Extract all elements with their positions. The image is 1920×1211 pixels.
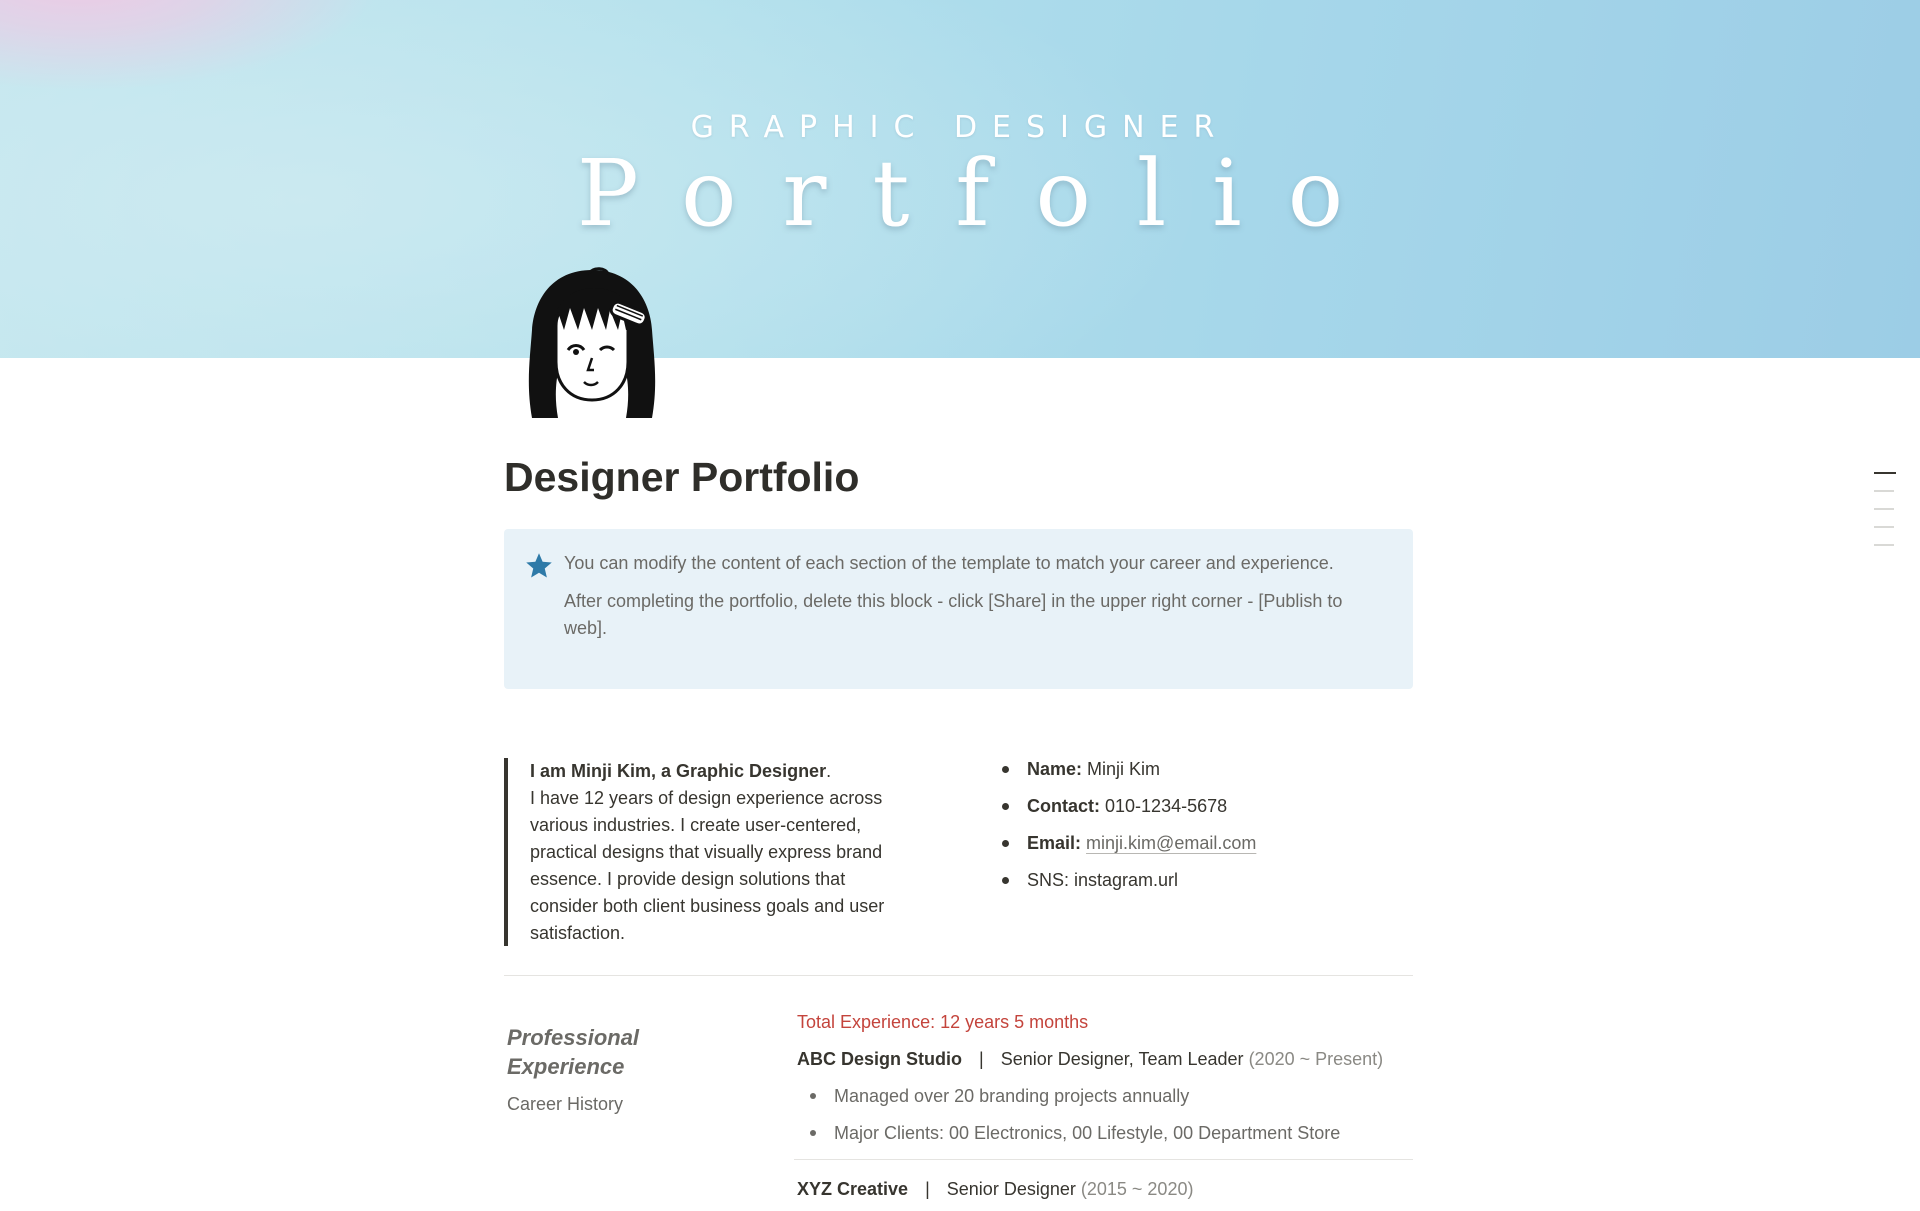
toc-line[interactable] (1874, 490, 1894, 492)
list-item: Managed over 20 branding projects annually (797, 1081, 1413, 1118)
intro-quote[interactable] (504, 758, 904, 946)
callout-block[interactable] (504, 529, 1413, 689)
job-entry (797, 1044, 1413, 1081)
job-company: XYZ Creative (797, 1179, 909, 1199)
intro-headline-period: . (826, 761, 832, 781)
job-role: Senior Designer (946, 1179, 1076, 1199)
page-title[interactable]: Designer Portfolio (504, 454, 860, 500)
job-divider (794, 1159, 1413, 1160)
name-label: Name: (1027, 759, 1083, 779)
list-item: Major Clients: 00 Electronics, 00 Lifestyle, 00 Department Store (797, 1118, 1413, 1155)
name-value: Minji Kim (1087, 759, 1161, 779)
experience-list (797, 1007, 1413, 1211)
toc-line[interactable] (1874, 508, 1894, 510)
cover-subtitle: GRAPHIC DESIGNER (690, 110, 1230, 145)
list-item-contact (1000, 791, 1256, 828)
toc-line[interactable] (1874, 526, 1894, 528)
job-company: ABC Design Studio (797, 1049, 962, 1069)
total-experience: Total Experience: 12 years 5 months (797, 1012, 1089, 1032)
sns-text: SNS: instagram.url (1027, 870, 1179, 890)
phone-label: Contact: (1027, 796, 1100, 816)
intro-body: I have 12 years of design experience across various industries. I create user-centered, practical designs that visually express brand essence. I provide design solutions that consider both client business goals and user satisfaction. (530, 788, 885, 943)
avatar-illustration-icon (522, 266, 662, 422)
section-heading-experience: Professional Experience (507, 1025, 640, 1079)
email-label: Email: (1027, 833, 1082, 853)
toc-line-active[interactable] (1874, 472, 1896, 474)
phone-value: 010-1234-5678 (1105, 796, 1228, 816)
job-entry (797, 1174, 1413, 1211)
job-bullet-list (797, 1081, 1413, 1155)
callout-line-2: After completing the portfolio, delete this block - click [Share] in the upper right corner - [Publish to web]. (564, 591, 1343, 638)
callout-line-1: You can modify the content of each section of the template to match your career and experience. (564, 553, 1334, 573)
email-link[interactable]: minji.kim@email.com (1086, 833, 1257, 853)
list-item-name (1000, 754, 1256, 791)
page-icon-avatar[interactable] (522, 266, 662, 422)
toc-line[interactable] (1874, 544, 1894, 546)
cover-title: Portfolio (576, 140, 1390, 247)
star-icon (524, 551, 554, 581)
section-divider (504, 975, 1413, 976)
section-subheading: Career History (507, 1094, 624, 1114)
job-period: (2020 ~ Present) (1248, 1049, 1384, 1069)
contact-list (1000, 754, 1256, 902)
job-role: Senior Designer, Team Leader (1000, 1049, 1244, 1069)
intro-headline: I am Minji Kim, a Graphic Designer (530, 761, 827, 781)
cover-banner (0, 0, 1920, 358)
list-item-sns (1000, 865, 1256, 902)
job-separator: | (925, 1179, 930, 1199)
job-separator: | (979, 1049, 984, 1069)
job-period: (2015 ~ 2020) (1080, 1179, 1194, 1199)
list-item-email (1000, 828, 1256, 865)
table-of-contents-indicator[interactable] (1874, 472, 1896, 562)
